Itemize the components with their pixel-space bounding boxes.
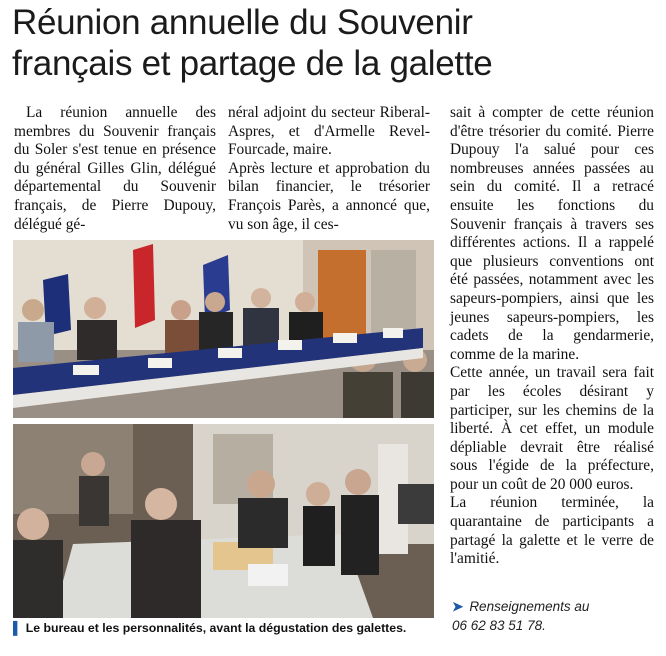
caption-text: Le bureau et les personnalités, avant la dégustation des galettes.	[25, 621, 407, 635]
photo-caption	[13, 621, 443, 635]
article-column-3	[450, 104, 654, 569]
info-phone: 06 62 83 51 78.	[452, 618, 546, 633]
article-column-2	[228, 104, 430, 234]
paragraph: La réunion annuelle des membres du Souvenir français du Soler s'est tenue en présence du général Gilles Glin, délégué départemental du Souvenir français, de Pierre Dupouy, délégué gé-	[14, 104, 216, 233]
paragraph: néral adjoint du secteur Riberal-Aspres, et d'Armelle Revel-Fourcade, maire.	[228, 104, 430, 159]
paragraph: Cette année, un travail sera fait par les écoles désirant y participer, sur les chemins de la liberté. À cet effet, un module dépliable devrait être réalisé sous l'égide de la préfecture, pour un coût de 20 000 euros.	[450, 364, 654, 493]
article-headline	[12, 2, 652, 84]
headline-line-1: Réunion annuelle du Souvenir	[12, 3, 473, 42]
info-box	[452, 597, 652, 635]
caption-marker-icon: ▌	[13, 621, 22, 635]
paragraph: sait à compter de cette réunion d'être trésorier du comité. Pierre Dupouy l'a salué pour ces nombreuses années passées au sein du comité. Il a retracé ensuite les fonctions du Souvenir français à travers ses différentes actions. Il a rappelé que plusieurs conventions ont été passées, notamment avec les sapeurs-pompiers, ainsi que les jeunes sapeurs-pompiers, les cadets de la gendarmerie, comme de la marine.	[450, 104, 654, 363]
meeting-photo	[13, 240, 434, 418]
info-label: Renseignements au	[469, 599, 590, 614]
meeting-photo-illustration	[13, 240, 434, 418]
galette-photo-illustration	[13, 424, 434, 618]
galette-photo	[13, 424, 434, 618]
article-column-1	[14, 104, 216, 234]
arrow-right-icon: ➤	[452, 599, 464, 614]
headline-line-2: français et partage de la galette	[12, 44, 493, 83]
paragraph: La réunion terminée, la quarantaine de participants a partagé la galette et le verre de l'amitié.	[450, 494, 654, 568]
paragraph: Après lecture et approbation du bilan financier, le trésorier François Parès, a annoncé que, vu son âge, il ces-	[228, 159, 430, 233]
